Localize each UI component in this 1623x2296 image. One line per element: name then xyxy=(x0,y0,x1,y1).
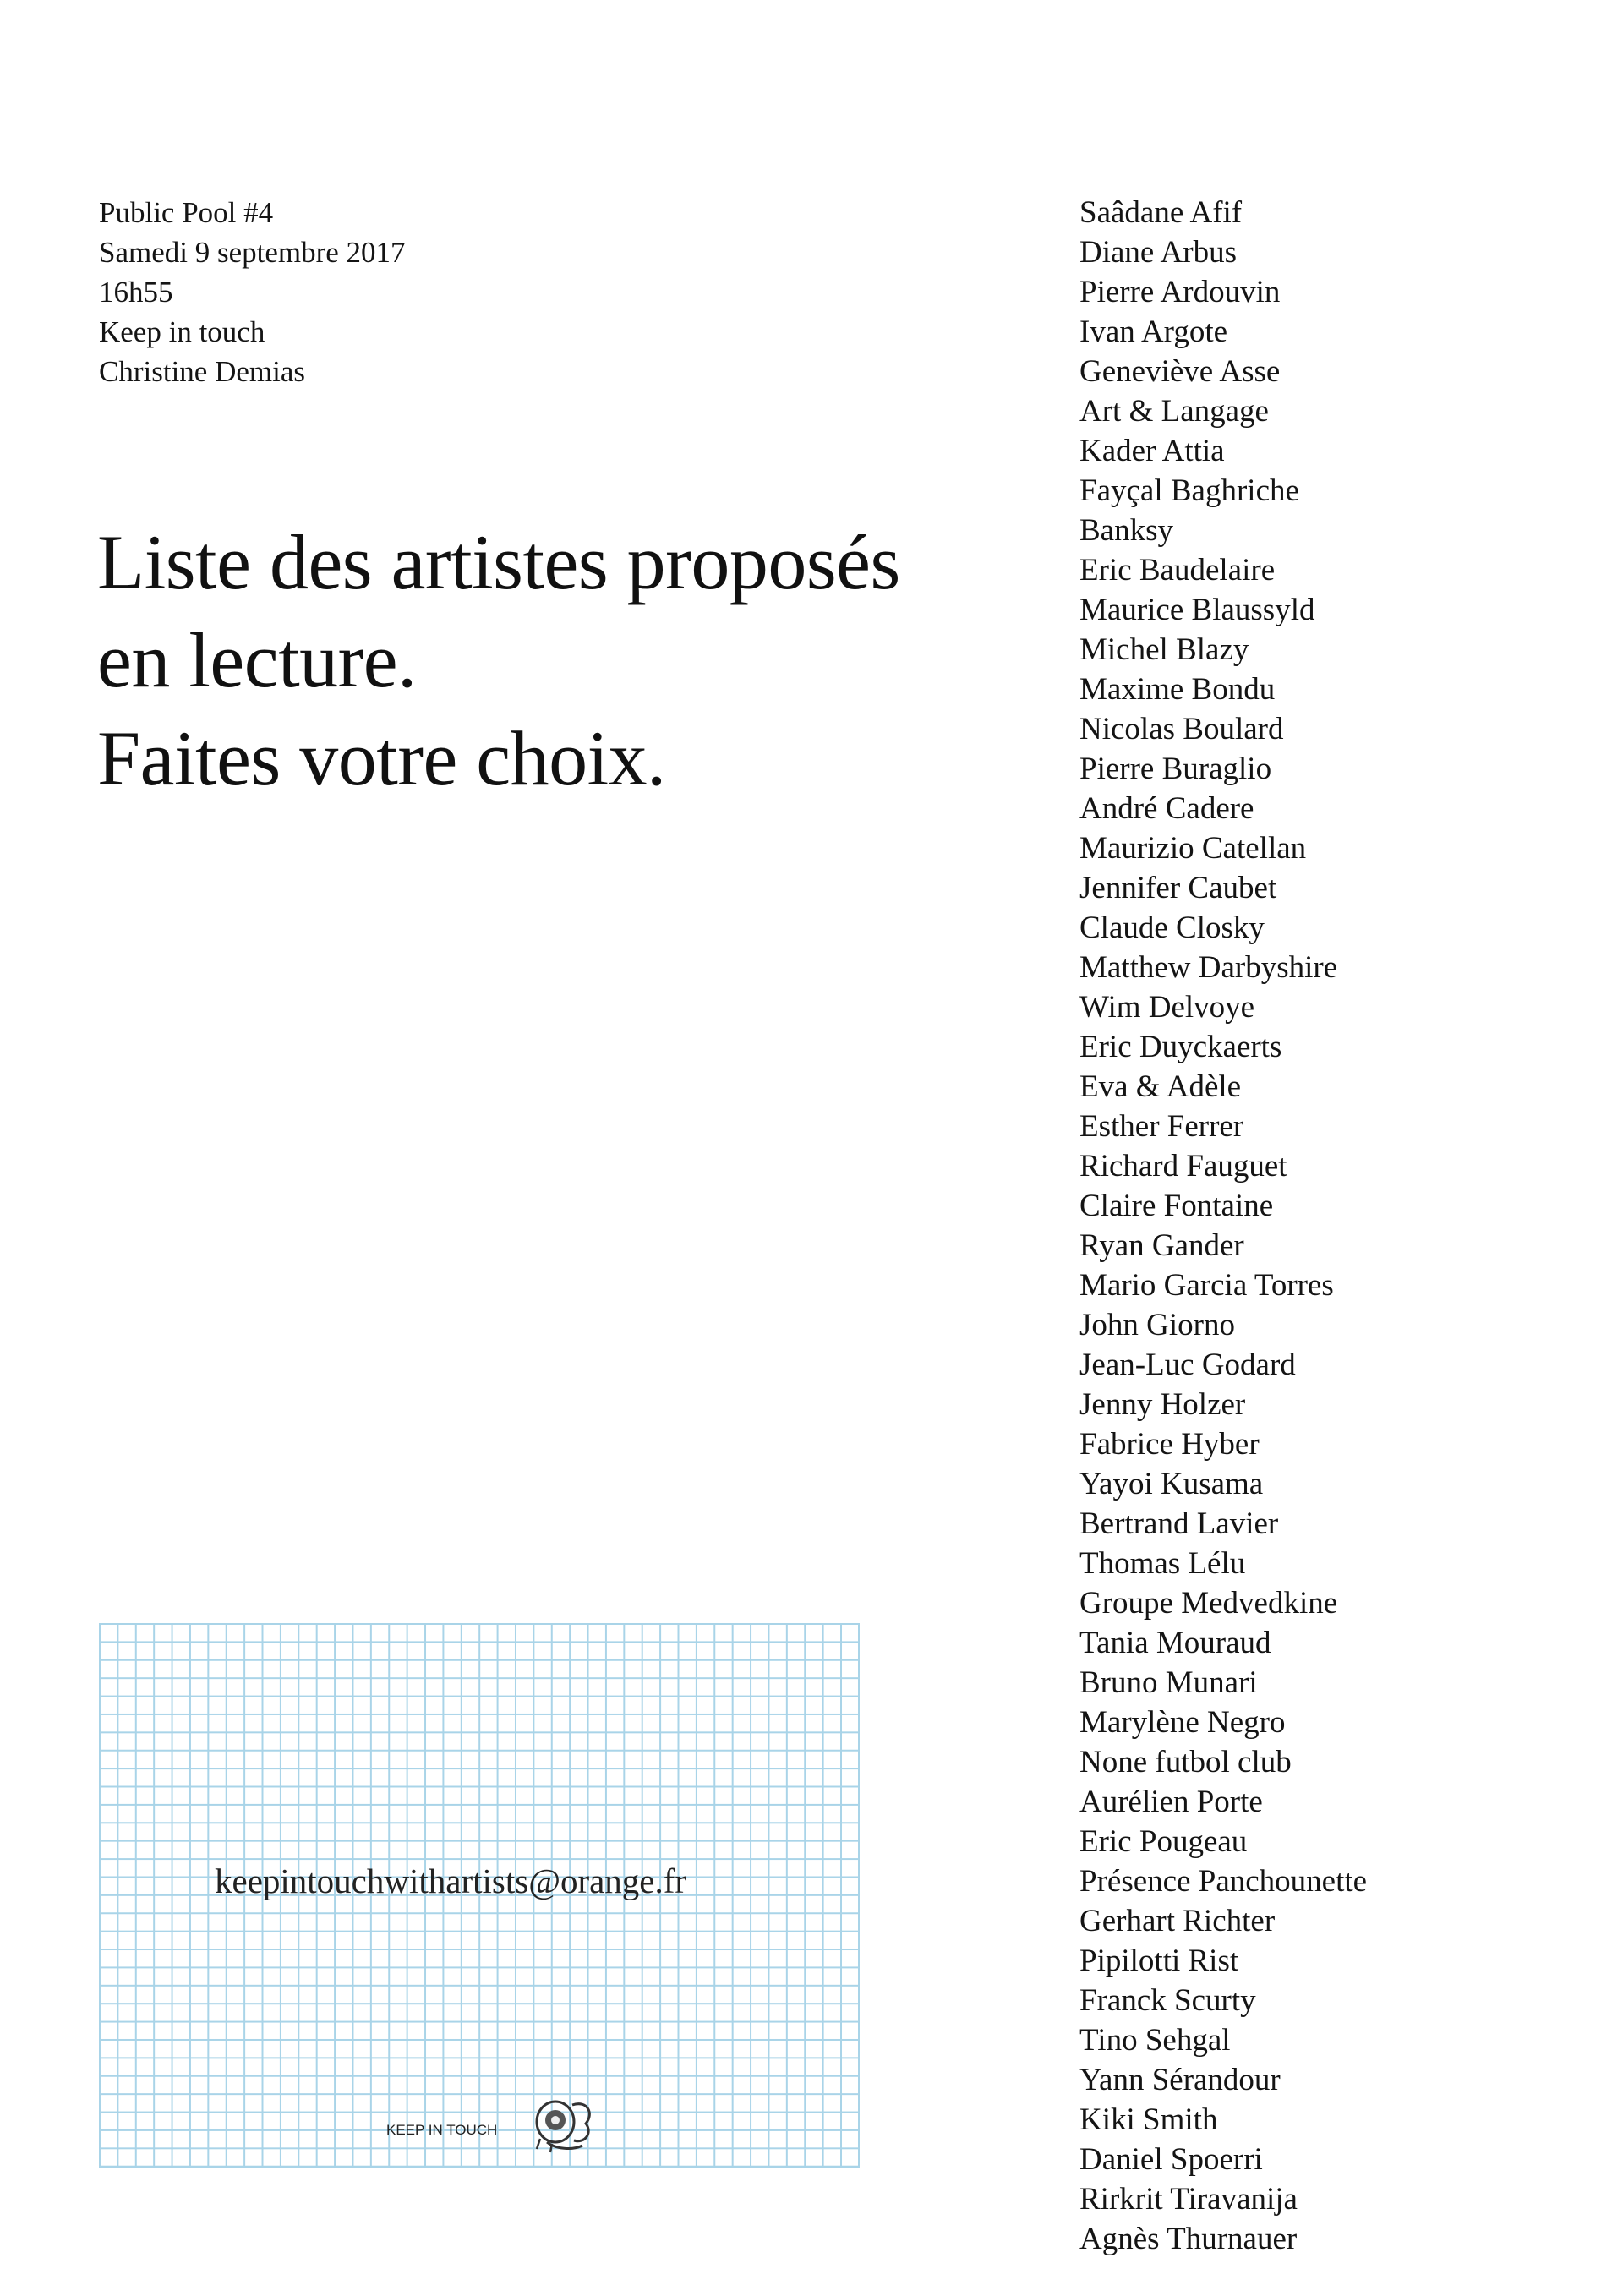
artist-name: Nicolas Boulard xyxy=(1079,712,1284,746)
artist-name: Claire Fontaine xyxy=(1079,1189,1274,1223)
artist-name: Geneviève Asse xyxy=(1079,354,1281,389)
artist-name: Jean-Luc Godard xyxy=(1079,1348,1296,1382)
artist-name: Agnès Thurnauer xyxy=(1079,2222,1298,2256)
artist-name: Yayoi Kusama xyxy=(1079,1467,1264,1501)
headline-line-3: Faites votre choix. xyxy=(97,715,666,801)
artist-name: Kiki Smith xyxy=(1079,2102,1218,2137)
artist-name: Gerhart Richter xyxy=(1079,1904,1276,1938)
artist-name: Présence Panchounette xyxy=(1079,1864,1368,1899)
artist-name: Yann Sérandour xyxy=(1079,2063,1281,2097)
artist-name: Maxime Bondu xyxy=(1079,672,1276,707)
artist-name: Franck Scurty xyxy=(1079,1983,1256,2018)
artist-name: Maurizio Catellan xyxy=(1079,831,1307,866)
artist-name: Rirkrit Tiravanija xyxy=(1079,2182,1298,2217)
artist-name: Bruno Munari xyxy=(1079,1665,1258,1700)
artist-name: André Cadere xyxy=(1079,791,1254,826)
artist-name: Eva & Adèle xyxy=(1079,1069,1242,1104)
event-curator: Christine Demias xyxy=(99,355,305,388)
headline-line-2: en lecture. xyxy=(97,617,417,703)
artist-name: Pipilotti Rist xyxy=(1079,1943,1239,1978)
eye-sculpture-icon xyxy=(530,2088,598,2156)
page-headline xyxy=(97,513,900,807)
artist-name: Tania Mouraud xyxy=(1079,1626,1271,1660)
artist-name: Richard Fauguet xyxy=(1079,1149,1287,1184)
artist-name: Eric Pougeau xyxy=(1079,1824,1248,1859)
artist-name: Esther Ferrer xyxy=(1079,1109,1244,1144)
headline-line-1: Liste des artistes proposés xyxy=(97,519,900,605)
artist-name: Mario Garcia Torres xyxy=(1079,1268,1334,1303)
artist-name: John Giorno xyxy=(1079,1308,1235,1342)
artist-name: Saâdane Afif xyxy=(1079,195,1243,230)
event-program: Keep in touch xyxy=(99,315,265,348)
artist-name: Marylène Negro xyxy=(1079,1705,1286,1740)
artist-name: Kader Attia xyxy=(1079,434,1225,468)
artist-name: Art & Langage xyxy=(1079,394,1269,429)
artist-name: None futbol club xyxy=(1079,1745,1292,1779)
artist-name: Ryan Gander xyxy=(1079,1228,1244,1263)
artist-name: Banksy xyxy=(1079,513,1173,548)
artist-name: Pierre Ardouvin xyxy=(1079,275,1281,309)
artist-name: Eric Baudelaire xyxy=(1079,553,1276,588)
artist-name: Michel Blazy xyxy=(1079,632,1249,667)
artist-name: Diane Arbus xyxy=(1079,235,1237,270)
artist-name: Jennifer Caubet xyxy=(1079,871,1277,905)
artist-name: Ivan Argote xyxy=(1079,314,1228,349)
artist-name: Bertrand Lavier xyxy=(1079,1506,1279,1541)
artist-name: Fabrice Hyber xyxy=(1079,1427,1260,1462)
artist-list xyxy=(1079,193,1367,2259)
artist-name: Groupe Medvedkine xyxy=(1079,1586,1338,1621)
event-title: Public Pool #4 xyxy=(99,196,274,229)
artist-name: Jenny Holzer xyxy=(1079,1387,1246,1422)
artist-name: Aurélien Porte xyxy=(1079,1785,1263,1819)
artist-name: Fayçal Baghriche xyxy=(1079,473,1299,508)
contact-card xyxy=(99,1623,860,2168)
artist-name: Eric Duyckaerts xyxy=(1079,1030,1282,1064)
event-info xyxy=(99,193,406,391)
artist-name: Claude Closky xyxy=(1079,910,1265,945)
artist-name: Daniel Spoerri xyxy=(1079,2142,1263,2177)
contact-email: keepintouchwithartists@orange.fr xyxy=(215,1861,687,1900)
artist-name: Pierre Buraglio xyxy=(1079,752,1272,786)
artist-name: Thomas Lélu xyxy=(1079,1546,1246,1581)
artist-name: Maurice Blaussyld xyxy=(1079,593,1315,627)
event-time: 16h55 xyxy=(99,276,173,309)
artist-name: Matthew Darbyshire xyxy=(1079,950,1338,985)
event-date: Samedi 9 septembre 2017 xyxy=(99,236,406,269)
artist-name: Wim Delvoye xyxy=(1079,990,1255,1025)
logo-text: KEEP IN TOUCH xyxy=(386,2122,498,2138)
artist-name: Tino Sehgal xyxy=(1079,2023,1231,2058)
